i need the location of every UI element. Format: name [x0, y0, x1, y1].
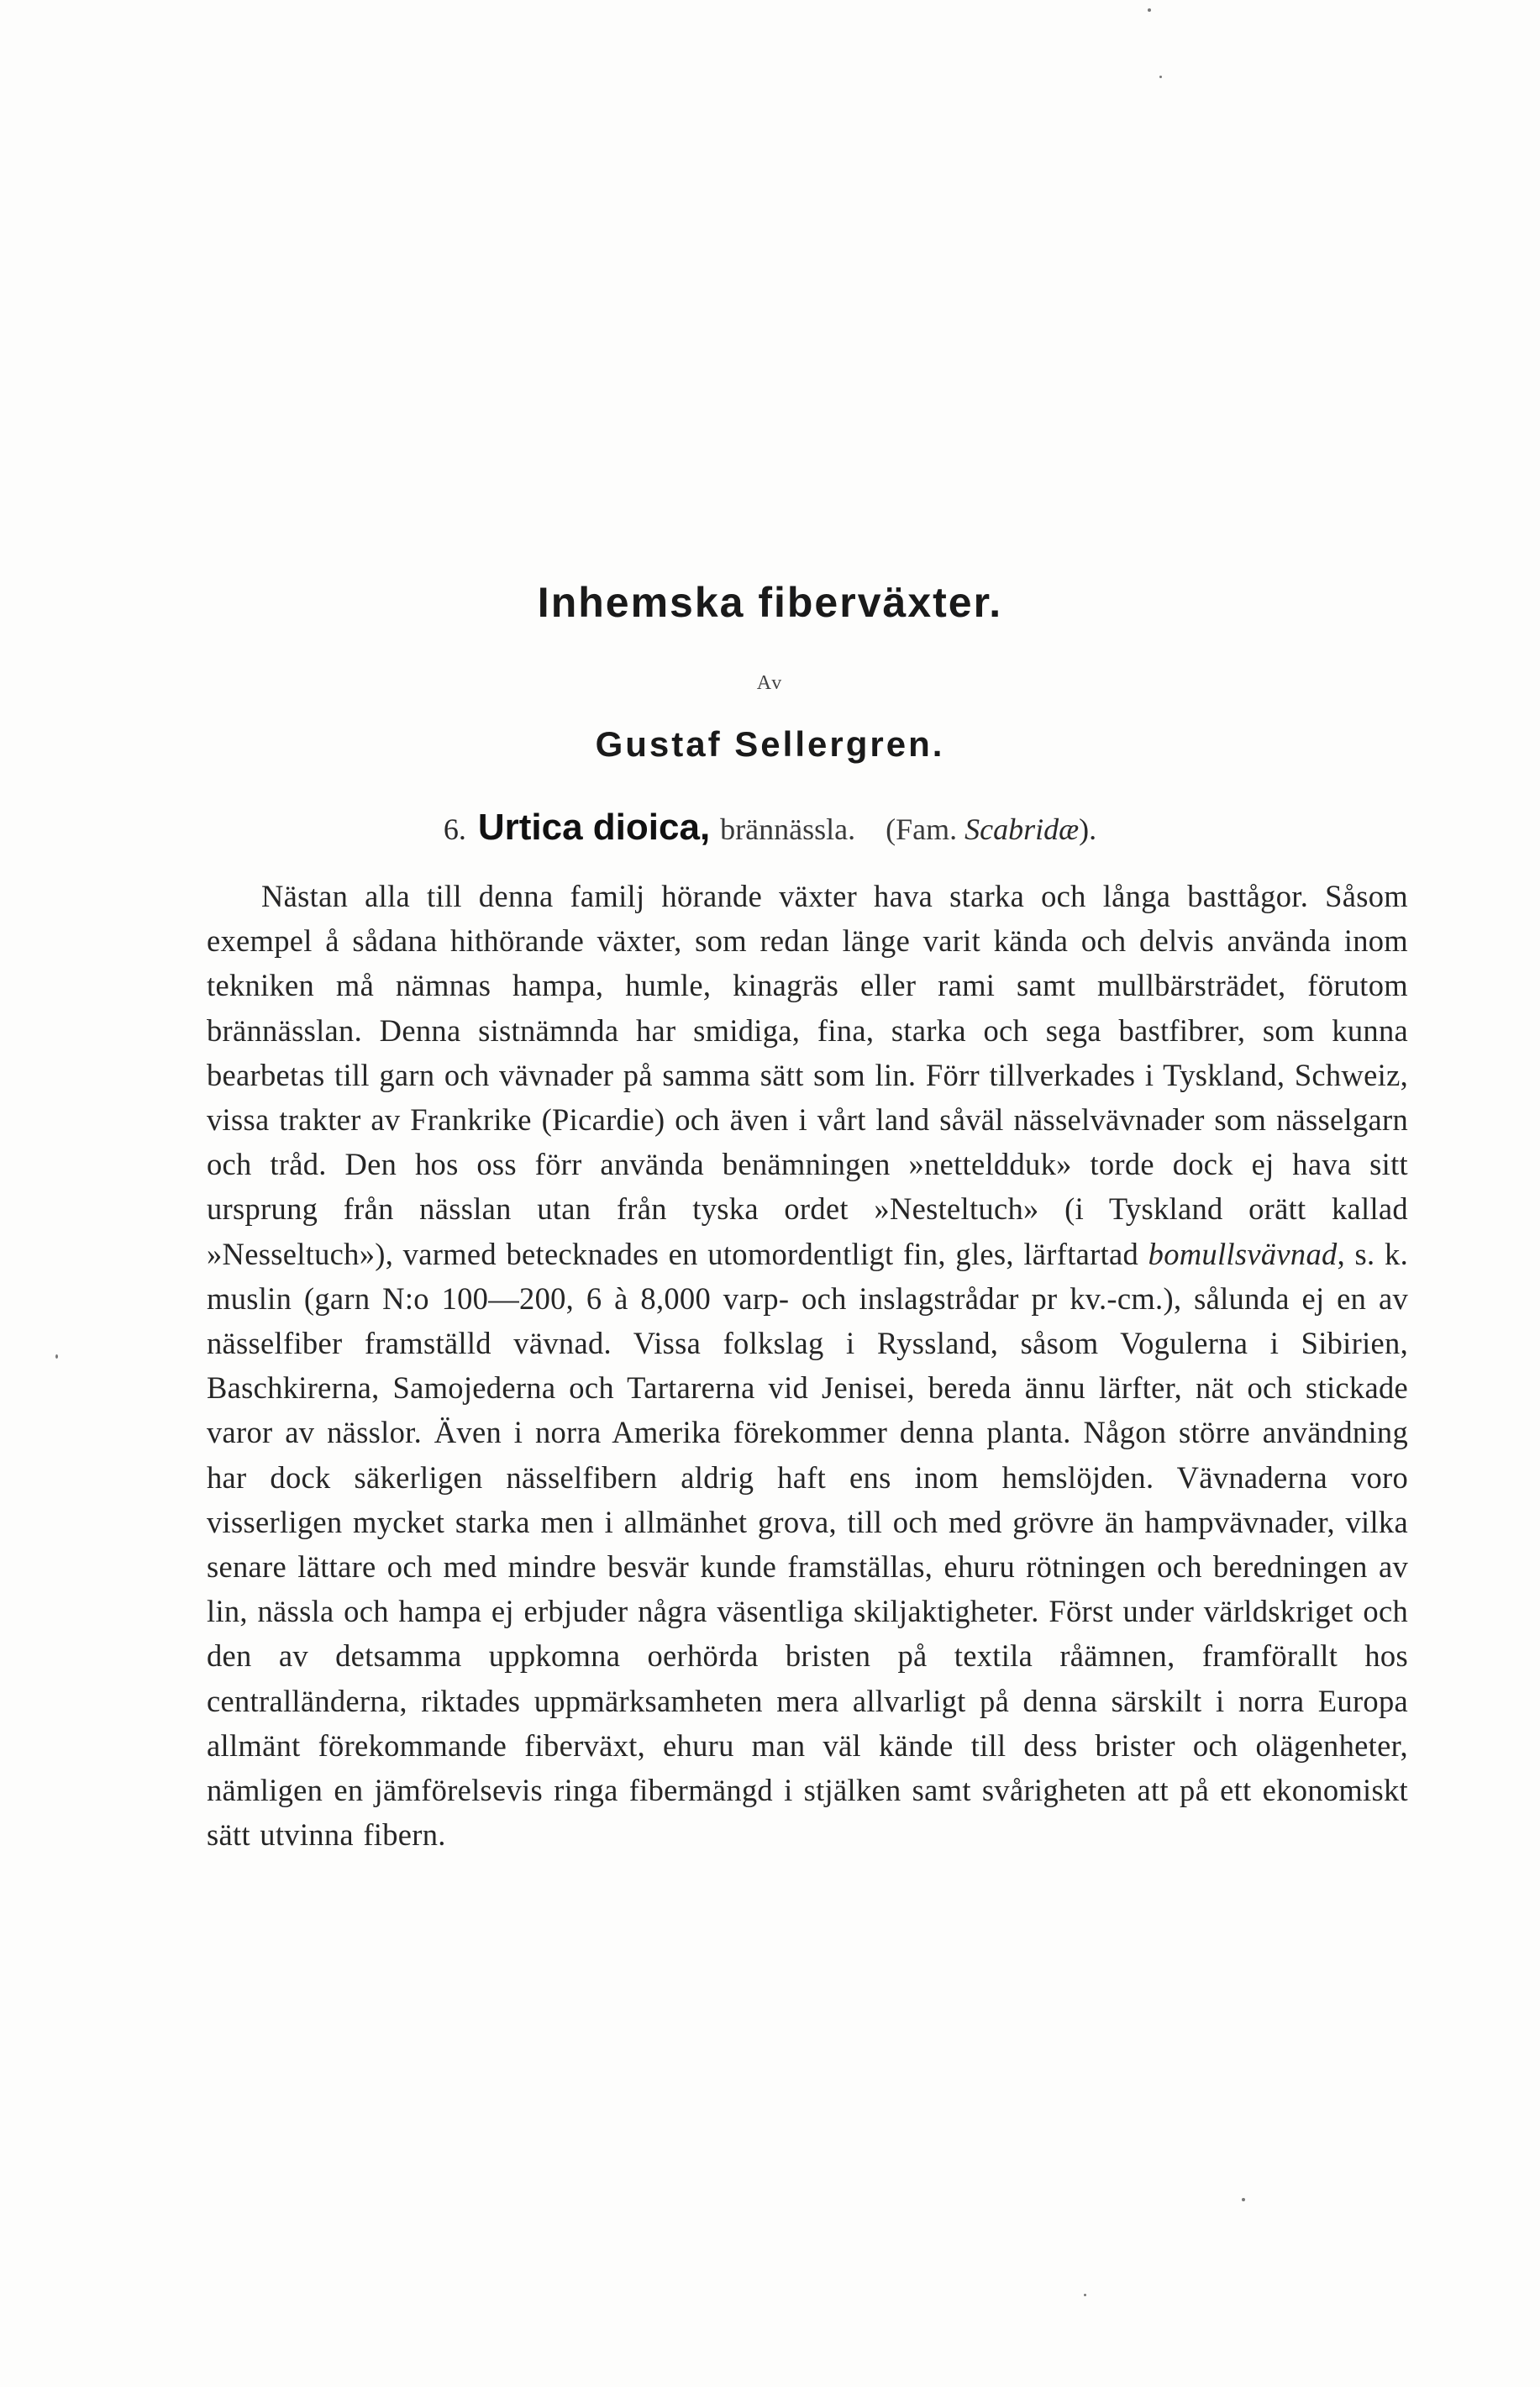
common-name: brännässla. — [720, 812, 856, 846]
family-close: ). — [1079, 812, 1097, 846]
body-italic-term: bomullsvävnad — [1148, 1236, 1338, 1271]
section-number: 6. — [443, 812, 466, 846]
family-name: Scabridæ — [964, 812, 1080, 846]
page-speck — [1159, 76, 1162, 78]
page-speck — [1148, 8, 1151, 12]
species-name: Urtica dioica, — [477, 807, 711, 848]
byline: Av — [756, 672, 784, 694]
section-heading — [0, 807, 1540, 849]
body-text-part-1: Nästan alla till denna familj hörande växter hava starka och långa basttågor. Såsom exempel å sådana hithörande växter, som redan länge varit kända och delvis använda inom tekniken må nämnas hampa, humle, kinagräs eller rami samt mullbärsträdet, förutom brännässlan. Denna sistnämnda har smidiga, fina, starka och sega bastfibrer, som kunna bearbetas till garn och vävnader på samma sätt som lin. Förr tillverkades i Tyskland, Schweiz, vissa trakter av Frankrike (Picardie) och även i vårt land såväl nässelvävnader som nässelgarn och tråd. Den hos oss förr använda benämningen »netteldduk» torde dock ej hava sitt ursprung från nässlan utan från tyska ordet »Nesteltuch» (i Tyskland orätt kallad »Nesseltuch»), varmed betecknades en utomordentligt fin, gles, lärftartad — [207, 879, 1408, 1271]
page-speck — [1084, 2294, 1086, 2296]
body-paragraph — [207, 874, 1408, 1857]
family-open: (Fam. — [886, 812, 958, 846]
page-speck — [1242, 2198, 1245, 2201]
body-text-part-2: , s. k. muslin (garn N:o 100—200, 6 à 8,000 varp- och inslagstrådar pr kv.-cm.), sålunda ej en av nässelfiber framställd vävnad. Vissa folkslag i Ryssland, såsom Vogulerna i Sibirien, Baschkirerna, Samojederna och Tartarerna vid Jenisei, bereda ännu lärfter, nät och stickade varor av nässlor. Även i norra Amerika förekommer denna planta. Någon större användning har dock säkerligen nässelfibern aldrig haft ens inom hemslöjden. Vävnaderna voro visserligen mycket starka men i allmänhet grova, till och med grövre än hampvävnader, vilka senare lättare och med mindre besvär kunde framställas, ehuru rötningen och beredningen av lin, nässla och hampa ej erbjuder några väsentliga skiljaktigheter. Först under världskriget och den av detsamma uppkomna oerhörda bristen på textila råämnen, framförallt hos centralländerna, riktades uppmärksamheten mera allvarligt på denna särskilt i norra Europa allmänt förekommande fiberväxt, ehuru man väl kände till dess brister och olägenheter, nämligen en jämförelsevis ringa fibermängd i stjälken samt svårigheten att på ett ekonomiskt sätt utvinna fibern. — [207, 1236, 1408, 1853]
article-title: Inhemska fiberväxter. — [537, 579, 1003, 626]
author-name: Gustaf Sellergren. — [595, 724, 945, 764]
page-speck — [55, 1354, 58, 1359]
